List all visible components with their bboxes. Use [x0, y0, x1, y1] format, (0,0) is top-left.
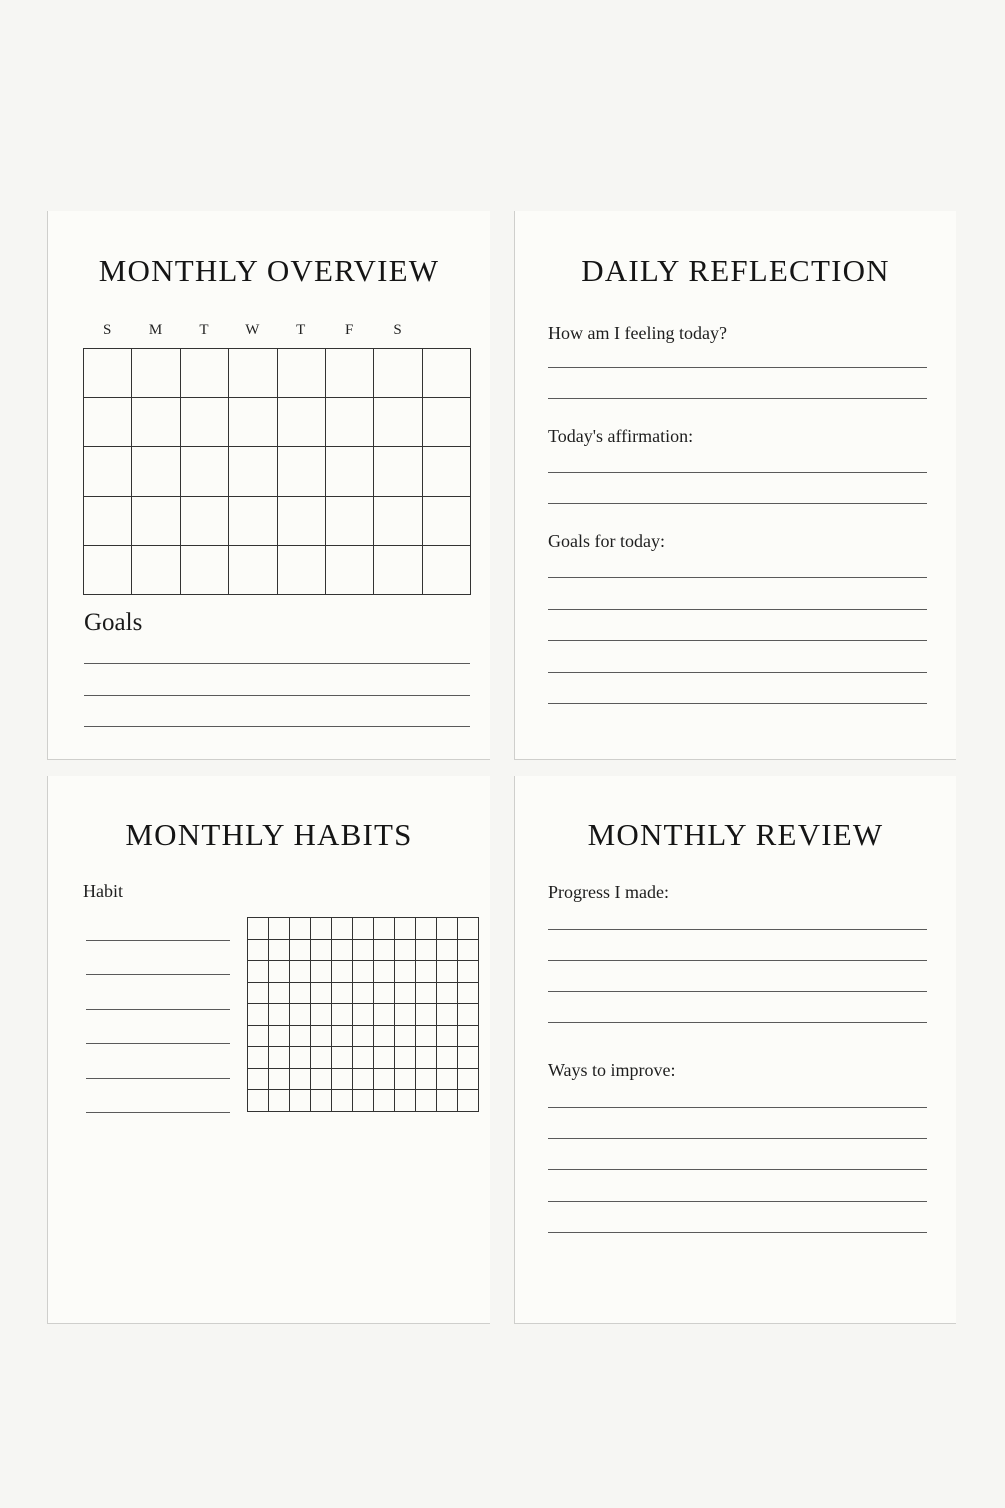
calendar-cell[interactable] [278, 398, 326, 447]
habit-tracker-cell[interactable] [458, 1069, 479, 1091]
calendar-grid [83, 348, 471, 595]
habit-tracker-cell[interactable] [458, 983, 479, 1005]
goals-today-write-line[interactable] [548, 640, 927, 641]
habit-tracker-cell[interactable] [416, 1090, 437, 1112]
habit-tracker-cell[interactable] [332, 1026, 353, 1048]
affirmation-label: Today's affirmation: [548, 426, 694, 446]
goals-today-write-line[interactable] [548, 672, 927, 673]
habit-tracker-cell[interactable] [290, 1069, 311, 1091]
habit-tracker-cell[interactable] [269, 1004, 290, 1026]
monthly-review-card [514, 776, 956, 1324]
habit-tracker-cell[interactable] [395, 1026, 416, 1048]
day-header-wed: W [245, 322, 260, 338]
progress-write-line[interactable] [548, 960, 927, 961]
improve-write-line[interactable] [548, 1169, 927, 1170]
calendar-cell[interactable] [278, 497, 326, 546]
habit-tracker-cell[interactable] [269, 1069, 290, 1091]
calendar-cell[interactable] [132, 497, 180, 546]
habit-name-line[interactable] [86, 1112, 230, 1113]
habit-tracker-cell[interactable] [416, 940, 437, 962]
habit-tracker-cell[interactable] [437, 1004, 458, 1026]
habit-tracker-grid [247, 917, 479, 1112]
habit-tracker-cell[interactable] [353, 1004, 374, 1026]
goals-today-write-line[interactable] [548, 577, 927, 578]
goals-label: Goals [84, 609, 143, 636]
habit-tracker-cell[interactable] [395, 983, 416, 1005]
habit-tracker-cell[interactable] [374, 1090, 395, 1112]
habit-tracker-cell[interactable] [332, 940, 353, 962]
habit-tracker-cell[interactable] [374, 983, 395, 1005]
progress-write-line[interactable] [548, 991, 927, 992]
habit-tracker-cell[interactable] [311, 918, 332, 940]
habit-tracker-cell[interactable] [395, 961, 416, 983]
calendar-cell[interactable] [132, 349, 180, 398]
habit-tracker-cell[interactable] [269, 983, 290, 1005]
habit-tracker-cell[interactable] [395, 918, 416, 940]
daily-reflection-title: DAILY REFLECTION [581, 253, 890, 288]
monthly-habits-title: MONTHLY HABITS [125, 817, 413, 852]
calendar-cell[interactable] [229, 447, 277, 496]
monthly-habits-card [47, 776, 490, 1324]
calendar-cell[interactable] [326, 447, 374, 496]
habit-tracker-cell[interactable] [248, 1004, 269, 1026]
monthly-review-title: MONTHLY REVIEW [587, 817, 884, 852]
habit-tracker-cell[interactable] [332, 1069, 353, 1091]
habit-tracker-cell[interactable] [353, 1026, 374, 1048]
habit-tracker-cell[interactable] [311, 1026, 332, 1048]
calendar-cell[interactable] [374, 349, 422, 398]
calendar-cell[interactable] [229, 349, 277, 398]
monthly-overview-title: MONTHLY OVERVIEW [98, 253, 440, 288]
habit-tracker-cell[interactable] [311, 983, 332, 1005]
habit-tracker-cell[interactable] [437, 1090, 458, 1112]
habit-tracker-cell[interactable] [353, 1090, 374, 1112]
habit-tracker-cell[interactable] [332, 918, 353, 940]
habit-tracker-cell[interactable] [458, 1090, 479, 1112]
calendar-cell[interactable] [84, 447, 132, 496]
habit-tracker-cell[interactable] [290, 1026, 311, 1048]
calendar-cell[interactable] [326, 497, 374, 546]
day-header-sun: S [103, 322, 112, 338]
habit-tracker-cell[interactable] [374, 961, 395, 983]
habit-tracker-cell[interactable] [311, 961, 332, 983]
calendar-cell[interactable] [84, 497, 132, 546]
feeling-write-line[interactable] [548, 398, 927, 399]
habit-tracker-cell[interactable] [395, 1004, 416, 1026]
habit-tracker-cell[interactable] [458, 1004, 479, 1026]
goal-write-line[interactable] [84, 695, 470, 696]
day-header-fri: F [344, 322, 354, 338]
habit-tracker-cell[interactable] [269, 1026, 290, 1048]
day-header-sat: S [393, 322, 402, 338]
habit-tracker-cell[interactable] [269, 1090, 290, 1112]
calendar-cell[interactable] [278, 349, 326, 398]
habit-tracker-cell[interactable] [353, 961, 374, 983]
calendar-day-headers [83, 322, 422, 339]
calendar-cell[interactable] [132, 546, 180, 595]
habit-tracker-cell[interactable] [416, 1069, 437, 1091]
habit-tracker-cell[interactable] [311, 940, 332, 962]
habit-tracker-cell[interactable] [437, 1026, 458, 1048]
calendar-cell[interactable] [423, 497, 471, 546]
calendar-cell[interactable] [84, 546, 132, 595]
habit-tracker-cell[interactable] [416, 983, 437, 1005]
day-header-tue: T [199, 322, 209, 338]
habit-tracker-cell[interactable] [374, 1004, 395, 1026]
progress-write-line[interactable] [548, 1022, 927, 1023]
calendar-cell[interactable] [278, 546, 326, 595]
habit-tracker-cell[interactable] [395, 940, 416, 962]
habit-tracker-cell[interactable] [332, 1004, 353, 1026]
habit-tracker-cell[interactable] [290, 961, 311, 983]
habit-tracker-cell[interactable] [332, 1090, 353, 1112]
habit-name-line[interactable] [86, 940, 230, 941]
calendar-cell[interactable] [229, 546, 277, 595]
calendar-cell[interactable] [374, 546, 422, 595]
goals-today-write-line[interactable] [548, 609, 927, 610]
day-header-thu: T [296, 322, 306, 338]
improve-label: Ways to improve: [548, 1060, 676, 1080]
progress-label: Progress I made: [548, 882, 669, 902]
calendar-cell[interactable] [374, 497, 422, 546]
habit-tracker-cell[interactable] [353, 983, 374, 1005]
habit-tracker-cell[interactable] [416, 961, 437, 983]
habit-tracker-cell[interactable] [269, 961, 290, 983]
habit-name-line[interactable] [86, 974, 230, 975]
calendar-cell[interactable] [181, 398, 229, 447]
habit-tracker-cell[interactable] [458, 961, 479, 983]
calendar-cell[interactable] [374, 447, 422, 496]
calendar-cell[interactable] [423, 349, 471, 398]
habit-tracker-cell[interactable] [248, 918, 269, 940]
improve-write-line[interactable] [548, 1107, 927, 1108]
calendar-cell[interactable] [181, 546, 229, 595]
habit-tracker-cell[interactable] [353, 1069, 374, 1091]
habit-tracker-cell[interactable] [437, 940, 458, 962]
habit-name-line[interactable] [86, 1009, 230, 1010]
habit-tracker-cell[interactable] [458, 1026, 479, 1048]
habit-tracker-cell[interactable] [311, 1047, 332, 1069]
calendar-cell[interactable] [326, 546, 374, 595]
habit-tracker-cell[interactable] [416, 918, 437, 940]
calendar-cell[interactable] [181, 349, 229, 398]
day-header-mon: M [148, 322, 163, 338]
habit-tracker-cell[interactable] [311, 1004, 332, 1026]
habit-tracker-cell[interactable] [458, 940, 479, 962]
habit-tracker-cell[interactable] [395, 1047, 416, 1069]
goals-today-write-line[interactable] [548, 703, 927, 704]
progress-write-line[interactable] [548, 929, 927, 930]
calendar-cell[interactable] [132, 447, 180, 496]
habit-tracker-cell[interactable] [374, 1026, 395, 1048]
habit-tracker-cell[interactable] [248, 940, 269, 962]
calendar-cell[interactable] [326, 398, 374, 447]
habit-tracker-cell[interactable] [248, 1090, 269, 1112]
calendar-cell[interactable] [229, 497, 277, 546]
habit-tracker-cell[interactable] [458, 918, 479, 940]
habit-tracker-cell[interactable] [437, 918, 458, 940]
goals-for-today-label: Goals for today: [548, 531, 665, 551]
monthly-overview-card [47, 211, 490, 760]
calendar-cell[interactable] [423, 447, 471, 496]
goal-write-line[interactable] [84, 726, 470, 727]
habit-tracker-cell[interactable] [248, 961, 269, 983]
habit-tracker-cell[interactable] [269, 918, 290, 940]
habit-tracker-cell[interactable] [353, 940, 374, 962]
calendar-cell[interactable] [326, 349, 374, 398]
habit-tracker-cell[interactable] [437, 983, 458, 1005]
habit-tracker-cell[interactable] [290, 1090, 311, 1112]
habit-tracker-cell[interactable] [458, 1047, 479, 1069]
habit-tracker-cell[interactable] [311, 1090, 332, 1112]
habit-tracker-cell[interactable] [437, 1047, 458, 1069]
calendar-cell[interactable] [132, 398, 180, 447]
habit-tracker-cell[interactable] [290, 940, 311, 962]
calendar-cell[interactable] [181, 447, 229, 496]
habit-tracker-cell[interactable] [374, 940, 395, 962]
habit-tracker-cell[interactable] [374, 918, 395, 940]
habit-tracker-cell[interactable] [332, 983, 353, 1005]
affirmation-write-line[interactable] [548, 472, 927, 473]
habit-tracker-cell[interactable] [437, 961, 458, 983]
calendar-cell[interactable] [84, 349, 132, 398]
calendar-cell[interactable] [423, 546, 471, 595]
feeling-write-line[interactable] [548, 367, 927, 368]
habit-tracker-cell[interactable] [374, 1047, 395, 1069]
habit-tracker-cell[interactable] [416, 1026, 437, 1048]
habit-tracker-cell[interactable] [269, 940, 290, 962]
habit-tracker-cell[interactable] [290, 918, 311, 940]
habit-tracker-cell[interactable] [332, 1047, 353, 1069]
daily-reflection-card [514, 211, 956, 760]
habit-tracker-cell[interactable] [248, 983, 269, 1005]
calendar-cell[interactable] [229, 398, 277, 447]
habit-tracker-cell[interactable] [416, 1004, 437, 1026]
habit-tracker-cell[interactable] [353, 1047, 374, 1069]
feeling-label: How am I feeling today? [548, 323, 727, 343]
habit-tracker-cell[interactable] [290, 1004, 311, 1026]
habit-name-line[interactable] [86, 1078, 230, 1079]
affirmation-write-line[interactable] [548, 503, 927, 504]
calendar-cell[interactable] [423, 398, 471, 447]
habit-tracker-cell[interactable] [437, 1069, 458, 1091]
goal-write-line[interactable] [84, 663, 470, 664]
habit-tracker-cell[interactable] [248, 1047, 269, 1069]
habit-label: Habit [83, 881, 123, 901]
habit-tracker-cell[interactable] [248, 1069, 269, 1091]
habit-name-line[interactable] [86, 1043, 230, 1044]
habit-tracker-cell[interactable] [290, 983, 311, 1005]
improve-write-line[interactable] [548, 1232, 927, 1233]
calendar-cell[interactable] [181, 497, 229, 546]
habit-tracker-cell[interactable] [374, 1069, 395, 1091]
habit-tracker-cell[interactable] [290, 1047, 311, 1069]
calendar-cell[interactable] [278, 447, 326, 496]
habit-tracker-cell[interactable] [248, 1026, 269, 1048]
improve-write-line[interactable] [548, 1138, 927, 1139]
habit-tracker-cell[interactable] [353, 918, 374, 940]
improve-write-line[interactable] [548, 1201, 927, 1202]
habit-tracker-cell[interactable] [332, 961, 353, 983]
habit-tracker-cell[interactable] [311, 1069, 332, 1091]
calendar-cell[interactable] [84, 398, 132, 447]
habit-tracker-cell[interactable] [395, 1090, 416, 1112]
habit-tracker-cell[interactable] [395, 1069, 416, 1091]
calendar-cell[interactable] [374, 398, 422, 447]
habit-tracker-cell[interactable] [269, 1047, 290, 1069]
habit-tracker-cell[interactable] [416, 1047, 437, 1069]
